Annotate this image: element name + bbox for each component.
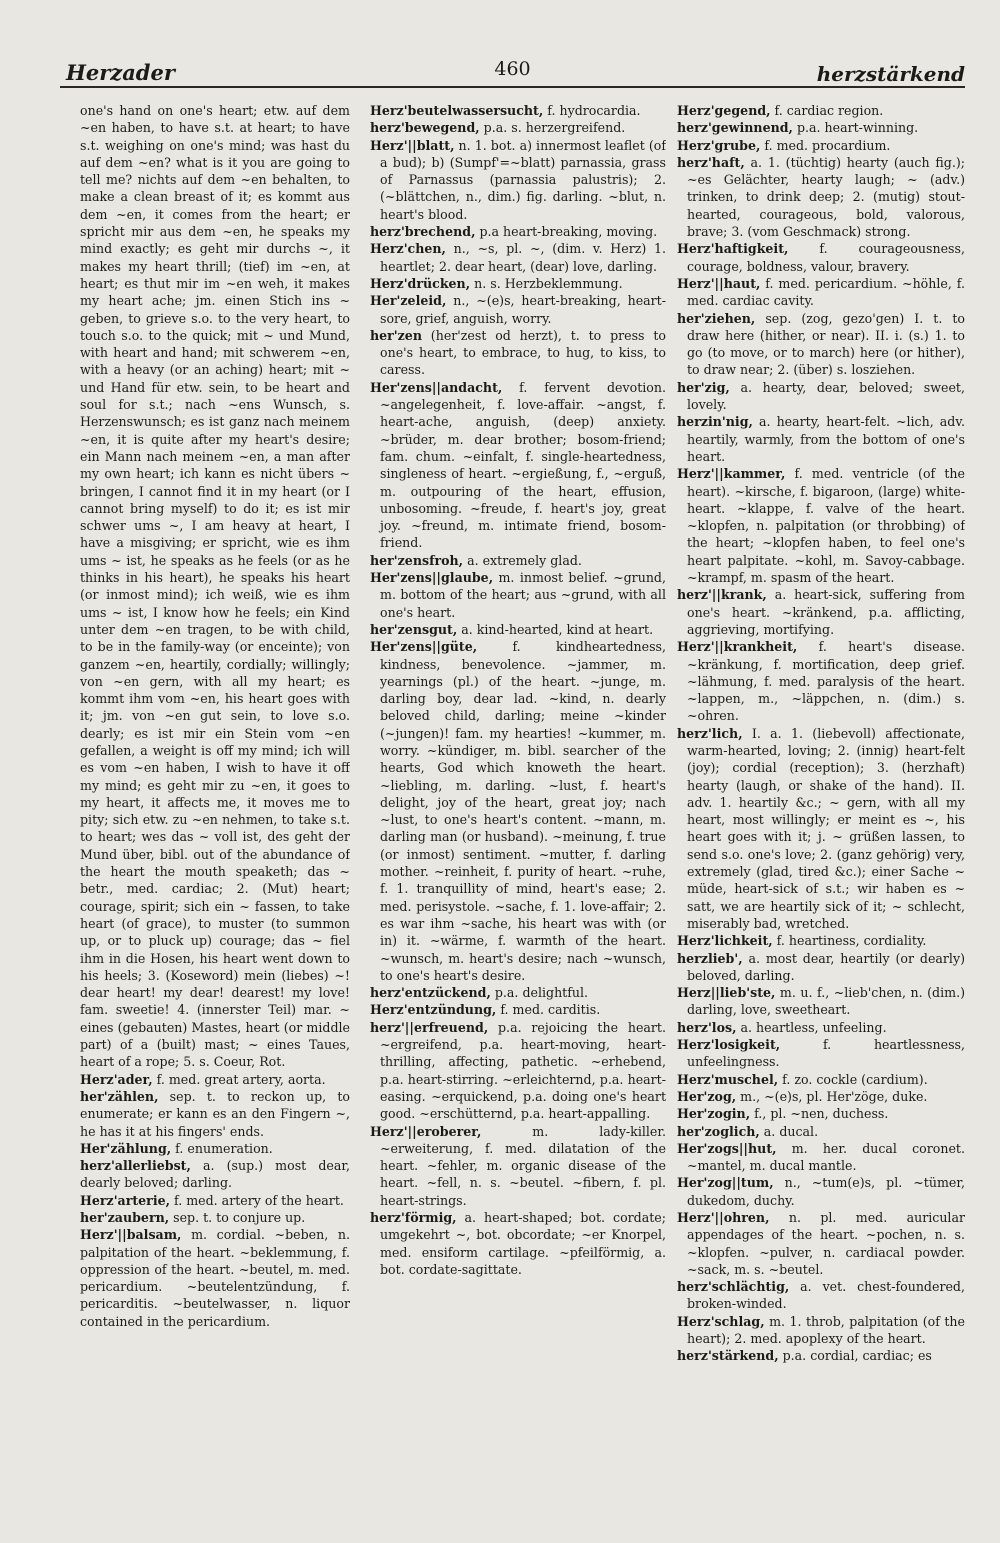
entry-headword: her'zählen, — [80, 1088, 159, 1104]
right-running-head: herzstärkend — [816, 62, 965, 86]
dictionary-entry — [370, 240, 666, 275]
entry-headword: herz'||krank, — [677, 587, 767, 603]
entry-definition: a. 1. (tüchtig) hearty (auch fig.); ~es Gelächter, hearty laugh; ~ (adv.) trinken, to drink deep; 2. (mutig) stout-hearted, courageous, bold, valorous, brave; 3. (vom Geschmack) strong. — [687, 154, 965, 240]
dictionary-entry — [370, 102, 666, 119]
entry-definition: p.a. s. herzergreifend. — [479, 120, 626, 136]
entry-headword: herz'lich, — [677, 725, 743, 741]
entry-headword: Her'zogin, — [677, 1106, 751, 1122]
entry-headword: herzin'nig, — [677, 414, 753, 430]
entry-definition: sep. t. to conjure up. — [169, 1210, 306, 1225]
entry-definition: sep. (zog, gezo'gen) I. t. to draw here (hither, or near). II. i. (s.) 1. to go (to move, or to march) here (or hither), to draw near; 2. (über) s. losziehen. — [687, 310, 965, 378]
entry-headword: Herz'arterie, — [80, 1192, 170, 1208]
entry-definition: a. heart-shaped; bot. cordate; umgekehrt ~, bot. obcordate; ~er Knorpel, med. ensiform cartilage. ~pfeilförmig, a. bot. cordate-sagittate. — [380, 1210, 666, 1277]
entry-definition: m. her. ducal coronet. ~mantel, m. ducal mantle. — [687, 1140, 965, 1174]
page-number: 460 — [494, 58, 531, 80]
entry-definition: f. enumeration. — [171, 1140, 273, 1156]
entry-definition: f. kindheartedness, kindness, benevolence. ~jammer, m. yearnings (pl.) of the heart. ~junge, m. darling boy, dear lad. ~kind, n. dearly beloved child, darling; meine ~kinder (~jungen)! fam. my hearties! ~kummer, m. worry. ~kündiger, m. bibl. searcher of the hearts, God which knoweth the heart. ~liebling, m. darling. ~lust, f. heart's delight, joy of the heart, great joy; nach ~lust, to one's heart's content. ~mann, m. darling man (or husband). ~meinung, f. true (or inmost) sentiment. ~mutter, f. darling mother. ~reinheit, f. purity of heart. ~ruhe, f. 1. tranquillity of mind, heart's ease; 2. med. perisystole. ~sache, f. 1. love-affair; 2. es war ihm ~sache, his heart was with (or in) it. ~wärme, f. warmth of the heart. ~wunsch, m. heart's desire; nach ~wunsch, to one's heart's desire. — [380, 639, 666, 983]
entry-headword: her'zen — [370, 327, 422, 343]
entry-definition: f. heartiness, cordiality. — [772, 933, 927, 949]
column-2 — [370, 102, 666, 1522]
entry-definition: p.a. rejoicing the heart. ~ergreifend, p.a. heart-moving, heart-thrilling, affecting, pathetic. ~erhebend, p.a. heart-stirring. ~erleichternd, p.a. heart-easing. ~erquickend, p.a. doing one's heart good. ~erschütternd, p.a. heart-appalling. — [380, 1019, 666, 1122]
dictionary-entry — [677, 137, 965, 154]
entry-definition: I. a. 1. (liebevoll) affectionate, warm-hearted, loving; 2. (innig) heart-felt (joy); cordial (reception); 3. (herzhaft) hearty (laugh, or shake of the hand). II. adv. 1. heartily &c.; ~ gern, with all my heart, most willingly; er meint es ~, his heart goes with it; j. ~ grüßen lassen, to send s.o. one's love; 2. (ganz gehörig) very, extremely (glad, tired &c.); einer Sache ~ müde, heart-sick of s.t.; wir haben es ~ satt, we are heartily sick of it; ~ schlecht, miserably bad, wretched. — [687, 725, 965, 931]
dictionary-entry — [370, 292, 666, 327]
entry-definition: m., ~(e)s, pl. Her'zöge, duke. — [736, 1088, 928, 1104]
entry-headword: Herz'haftigkeit, — [677, 241, 789, 257]
entry-definition: f. med. great artery, aorta. — [152, 1071, 326, 1087]
dictionary-entry — [370, 1001, 666, 1018]
entry-headword: Herz'beutelwassersucht, — [370, 103, 544, 118]
dictionary-entry — [370, 1123, 666, 1209]
dictionary-entry — [370, 1209, 666, 1278]
dictionary-entry — [677, 932, 965, 949]
entry-headword: Herz||lieb'ste, — [677, 985, 776, 1001]
entry-headword: Her'zeleid, — [370, 293, 447, 309]
dictionary-entry — [370, 119, 666, 136]
dictionary-entry — [80, 102, 350, 1071]
entry-headword: Herz'losigkeit, — [677, 1037, 781, 1053]
entry-definition: n. 1. bot. a) innermost leaflet (of a bud); b) (Sumpf'=~blatt) parnassia, grass of Parnassus (parnassia palustris); 2. (~blättchen, n., dim.) fig. darling. ~blut, n. heart's blood. — [380, 137, 666, 222]
dictionary-entry — [80, 1209, 350, 1226]
dictionary-entry — [677, 1140, 965, 1175]
dictionary-entry — [80, 1140, 350, 1157]
entry-headword: her'zoglich, — [677, 1123, 760, 1139]
entry-headword: her'zig, — [677, 379, 730, 395]
entry-definition: p.a. cordial, cardiac; es — [778, 1348, 932, 1364]
entry-headword: herzlieb', — [677, 950, 743, 966]
dictionary-entry — [370, 1019, 666, 1123]
dictionary-entry — [370, 379, 666, 552]
dictionary-entry — [370, 984, 666, 1001]
entry-definition: n., ~tum(e)s, pl. ~tümer, dukedom, duchy. — [687, 1175, 965, 1208]
entry-headword: Herz'||blatt, — [370, 137, 455, 153]
dictionary-entry — [677, 1347, 965, 1364]
dictionary-entry — [677, 413, 965, 465]
entry-headword: Herz'||ohren, — [677, 1210, 770, 1225]
entry-headword: herz'gewinnend, — [677, 120, 793, 136]
entry-headword: Herz'chen, — [370, 241, 446, 257]
entry-definition: a. (sup.) most dear, dearly beloved; darling. — [80, 1158, 350, 1191]
dictionary-entry — [370, 223, 666, 240]
entry-headword: her'ziehen, — [677, 310, 756, 326]
entry-headword: Herz'ader, — [80, 1071, 153, 1087]
dictionary-entry — [80, 1226, 350, 1330]
entry-definition: a. most dear, heartily (or dearly) beloved, darling. — [687, 950, 965, 983]
dictionary-entry — [677, 1088, 965, 1105]
dictionary-entry — [370, 327, 666, 379]
dictionary-entry — [677, 1105, 965, 1122]
entry-definition: n., ~(e)s, heart-breaking, heart-sore, grief, anguish, worry. — [380, 293, 666, 326]
entry-headword: Herz'||eroberer, — [370, 1123, 482, 1139]
entry-definition: a. ducal. — [759, 1123, 819, 1139]
dictionary-entry — [677, 119, 965, 136]
dictionary-entry — [677, 586, 965, 638]
entry-headword: Herz'lichkeit, — [677, 933, 773, 949]
dictionary-entry — [80, 1088, 350, 1140]
dictionary-entry — [677, 1123, 965, 1140]
entry-headword: Herz'entzündung, — [370, 1002, 497, 1018]
dictionary-entry — [677, 638, 965, 724]
entry-headword: herz'los, — [677, 1019, 737, 1035]
entry-headword: herz'haft, — [677, 154, 745, 170]
entry-headword: Her'zens||andacht, — [370, 379, 503, 395]
dictionary-entry — [80, 1157, 350, 1192]
entry-headword: her'zensfroh, — [370, 552, 464, 568]
entry-definition: a. heart-sick, suffering from one's heart. ~kränkend, p.a. afflicting, aggrieving, mortifying. — [687, 587, 965, 637]
dictionary-entry — [677, 725, 965, 933]
entry-definition: a. vet. chest-foundered, broken-winded. — [687, 1279, 965, 1312]
entry-headword: herz'schlächtig, — [677, 1279, 790, 1295]
dictionary-entry — [370, 275, 666, 292]
entry-definition: f. zo. cockle (cardium). — [778, 1071, 928, 1087]
entry-definition: f. fervent devotion. ~angelegenheit, f. love-affair. ~angst, f. heart-ache, anguish, (deep) anxiety. ~brüder, m. dear brother; bosom-friend; fam. chum. ~einfalt, f. single-heartedness, singleness of heart. ~ergießung, f., ~erguß, m. outpouring of the heart, effusion, unbosoming. ~freude, f. heart's joy, great joy. ~freund, m. intimate friend, bosom-friend. — [380, 379, 666, 551]
dictionary-entry — [677, 1019, 965, 1036]
entry-headword: herz'entzückend, — [370, 985, 491, 1001]
entry-headword: Herz'drücken, — [370, 275, 471, 291]
entry-definition: f. heartlessness, unfeelingness. — [687, 1037, 965, 1070]
entry-headword: Herz'||krankheit, — [677, 639, 798, 655]
entry-headword: herz'||erfreuend, — [370, 1019, 489, 1035]
entry-definition: n. s. Herzbeklemmung. — [470, 275, 623, 291]
column-3 — [677, 102, 965, 1522]
entry-definition: f. med. ventricle (of the heart). ~kirsche, f. bigaroon, (large) white-heart. ~klappe, f. valve of the heart. ~klopfen, n. palpitation (or throbbing) of the heart; ~klopfen haben, to feel one's heart palpitate. ~kohl, m. Savoy-cabbage. ~krampf, m. spasm of the heart. — [687, 466, 965, 586]
entry-headword: her'zaubern, — [80, 1210, 170, 1225]
entry-definition: n., ~s, pl. ~, (dim. v. Herz) 1. heartlet; 2. dear heart, (dear) love, darling. — [380, 241, 666, 274]
entry-definition: f., pl. ~nen, duchess. — [750, 1106, 889, 1122]
entry-headword: Her'zog||tum, — [677, 1175, 774, 1191]
entry-definition: m. 1. throb, palpitation (of the heart); 2. med. apoplexy of the heart. — [687, 1313, 965, 1347]
dictionary-entry — [677, 275, 965, 310]
entry-headword: Herz'muschel, — [677, 1071, 779, 1087]
entry-definition: f. courageousness, courage, boldness, valour, bravery. — [687, 241, 965, 274]
entry-headword: her'zensgut, — [370, 621, 458, 637]
entry-headword: Her'zogs||hut, — [677, 1140, 777, 1156]
entry-headword: herz'allerliebst, — [80, 1158, 191, 1174]
entry-headword: herz'brechend, — [370, 224, 476, 240]
entry-headword: Herz'||balsam, — [80, 1227, 182, 1243]
dictionary-entry — [370, 552, 666, 569]
dictionary-entry — [677, 240, 965, 275]
dictionary-entry — [80, 1071, 350, 1088]
entry-definition: f. med. procardium. — [760, 137, 891, 153]
entry-definition: one's hand on one's heart; etw. auf dem ~en haben, to have s.t. at heart; to have s.t. weighing on one's mind; was hast du auf dem ~en? what is it you are going to tell me? nichts auf dem ~en behalten, to make a clean breast of it; es kommt aus dem ~en, it comes from the heart; er spricht mir aus dem ~en, he speaks my mind exactly; es geht mir durchs ~, it makes my heart thrill; (tief) im ~en, at heart; es thut mir im ~en weh, it makes my heart ache; jm. einen Stich ins ~ geben, to grieve s.o. to the very heart, to touch s.o. to the quick; mit ~ und Mund, with heart and hand; mit schwerem ~en, with a heavy (or an aching) heart; mit ~ und Hand für etw. sein, to be heart and soul for s.t.; nach ~ens Wunsch, s. Herzenswunsch; es ist ganz nach meinem ~en, it is quite after my heart's desire; ein Mann nach meinem ~en, a man after my own heart; ich kann es nicht übers ~ bringen, I cannot find it in my heart (or I cannot bring myself) to do it; es ist mir schwer ums ~, I am heavy at heart, I have a misgiving; er spricht, wie es ihm ums ~ ist, he speaks as he feels (or as he thinks in his heart), he speaks his heart (or inmost mind); ich weiß, wie es ihm ums ~ ist, I know how he feels; ein Kind unter dem ~en tragen, to be with child, to be in the family-way (or enceinte); von ganzem ~en, heartily, cordially; willingly; von ~en gern, with all my heart; es kommt ihm vom ~en, his heart goes with it; jm. von ~en gut sein, to love s.o. dearly; es ist mir ein Stein vom ~en gefallen, a weight is off my mind; ich will es vom ~en haben, I wish to have it off my mind; es geht mir zu ~en, it goes to my heart, it affects me, it moves me to pity; sich etw. zu ~en nehmen, to take s.t. to heart; wes das ~ voll ist, des geht der Mund über, bibl. out of the abundance of the heart the mouth speaketh; das ~ betr., med. cardiac; 2. (Mut) heart; courage, spirit; sich ein ~ fassen, to take heart (of grace), to muster (to summon up, or to pluck up) courage; das ~ fiel ihm in die Hosen, his heart went down to his heels; 3. (Koseword) mein (liebes) ~! dear heart! my dear! dearest! my love! fam. sweetie! 4. (innerster Teil) mar. ~ eines (gebauten) Mastes, heart (or middle part) of a (built) mast; ~ eines Taues, heart of a rope; 5. s. Coeur, Rot. — [80, 103, 350, 1070]
entry-definition: a. hearty, dear, beloved; sweet, lovely. — [687, 379, 965, 413]
dictionary-entry — [370, 137, 666, 223]
entry-definition: p.a heart-breaking, moving. — [475, 224, 658, 240]
dictionary-entry — [370, 638, 666, 984]
entry-definition: a. heartless, unfeeling. — [736, 1019, 887, 1035]
entry-definition: p.a. delightful. — [490, 985, 589, 1001]
dictionary-entry — [370, 621, 666, 638]
dictionary-entry — [677, 950, 965, 985]
page-header — [60, 52, 965, 88]
dictionary-entry — [677, 154, 965, 240]
dictionary-entry — [677, 984, 965, 1019]
entry-headword: Herz'grube, — [677, 137, 761, 153]
entry-definition: f. med. pericardium. ~höhle, f. med. cardiac cavity. — [687, 275, 965, 309]
entry-definition: f. heart's disease. ~kränkung, f. mortification, deep grief. ~lähmung, f. med. paralysis of the heart. ~lappen, m., ~läppchen, n. (dim.) s. ~ohren. — [687, 639, 965, 724]
entry-headword: Her'zählung, — [80, 1140, 172, 1156]
entry-definition: f. hydrocardia. — [543, 103, 641, 118]
dictionary-entry — [370, 569, 666, 621]
entry-definition: m. cordial. ~beben, n. palpitation of the heart. ~beklemmung, f. oppression of the heart. ~beutel, m. med. pericardium. ~beutelentzündung, f. pericarditis. ~beutelwasser, n. liquor contained in the pericardium. — [80, 1227, 350, 1329]
entry-definition: sep. t. to reckon up, to enumerate; er kann es an den Fingern ~, he has it at his fingers' ends. — [80, 1088, 350, 1139]
entry-headword: Herz'schlag, — [677, 1313, 765, 1329]
entry-definition: f. med. carditis. — [496, 1002, 601, 1018]
entry-definition: n. pl. med. auricular appendages of the heart. ~pochen, n. s. ~klopfen. ~pulver, n. cardiacal powder. ~sack, m. s. ~beutel. — [687, 1210, 965, 1277]
left-running-head: Herzader — [66, 60, 175, 85]
entry-definition: (her'zest od herzt), t. to press to one's heart, to embrace, to hug, to kiss, to caress. — [380, 327, 666, 378]
entry-definition: m. inmost belief. ~grund, m. bottom of the heart; aus ~grund, with all one's heart. — [380, 570, 666, 620]
dictionary-entry — [677, 102, 965, 119]
entry-headword: Her'zens||glaube, — [370, 570, 494, 586]
dictionary-entry — [677, 1313, 965, 1348]
entry-headword: Herz'||haut, — [677, 275, 761, 291]
entry-headword: Herz'||kammer, — [677, 466, 786, 482]
entry-definition: a. hearty, heart-felt. ~lich, adv. heartily, warmly, from the bottom of one's heart. — [687, 414, 965, 464]
dictionary-entry — [677, 1278, 965, 1313]
column-1 — [80, 102, 350, 1522]
dictionary-entry — [677, 465, 965, 586]
entry-headword: herz'förmig, — [370, 1210, 457, 1225]
entry-definition: m. lady-killer. ~erweiterung, f. med. dilatation of the heart. ~fehler, m. organic disease of the heart. ~fell, n. s. ~beutel. ~fibern, f. pl. heart-strings. — [380, 1123, 666, 1208]
entry-definition: m. u. f., ~lieb'chen, n. (dim.) darling, love, sweetheart. — [687, 985, 965, 1018]
dictionary-entry — [677, 310, 965, 379]
entry-definition: p.a. heart-winning. — [792, 120, 919, 136]
dictionary-entry — [677, 1209, 965, 1278]
entry-headword: herz'stärkend, — [677, 1348, 779, 1364]
dictionary-entry — [677, 1036, 965, 1071]
entry-headword: herz'bewegend, — [370, 120, 480, 136]
dictionary-entry — [677, 379, 965, 414]
entry-definition: f. med. artery of the heart. — [170, 1192, 344, 1208]
dictionary-entry — [677, 1071, 965, 1088]
entry-definition: a. extremely glad. — [463, 552, 582, 568]
entry-definition: a. kind-hearted, kind at heart. — [457, 621, 654, 637]
dictionary-entry — [80, 1192, 350, 1209]
entry-definition: f. cardiac region. — [770, 103, 884, 118]
entry-headword: Her'zog, — [677, 1088, 737, 1104]
dictionary-entry — [677, 1174, 965, 1209]
entry-headword: Herz'gegend, — [677, 103, 771, 118]
entry-headword: Her'zens||güte, — [370, 639, 478, 655]
